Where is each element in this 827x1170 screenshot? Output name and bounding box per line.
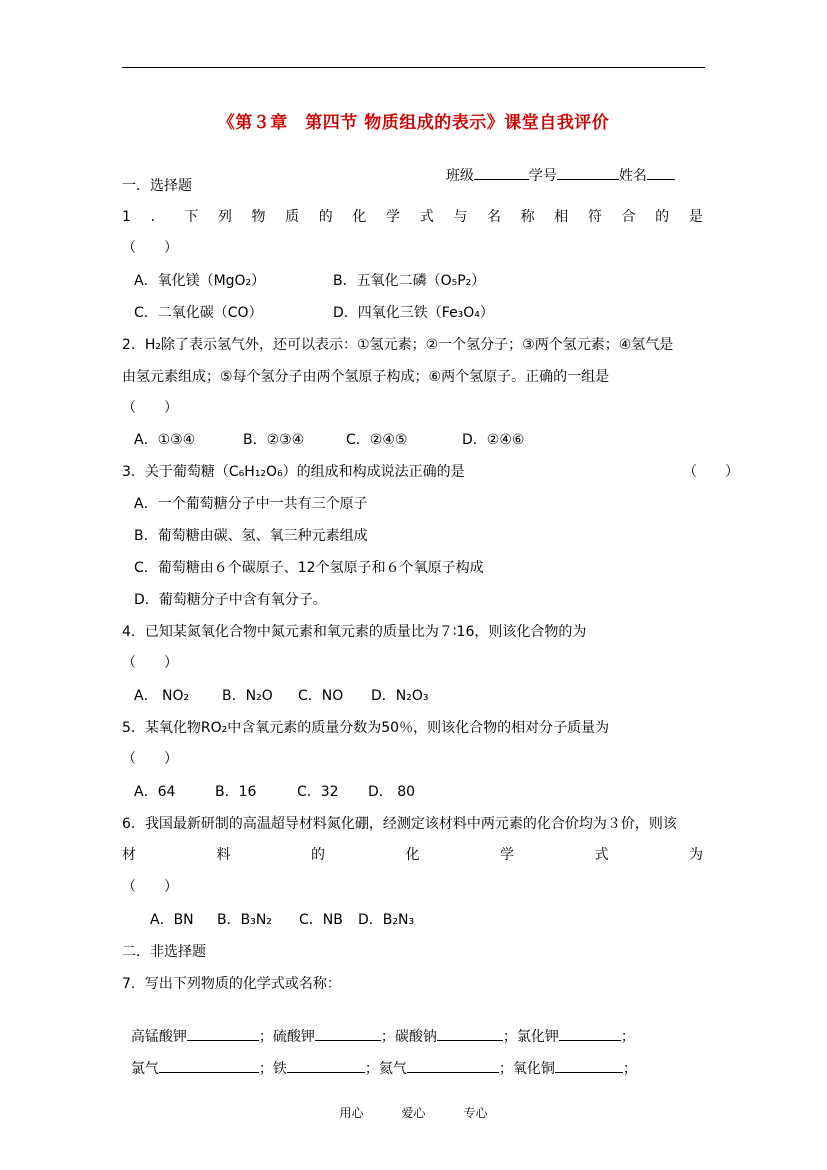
q6-stem-line1: 6．我国最新研制的高温超导材料氮化硼，经测定该材料中两元素的化合价均为３价，则该 bbox=[122, 816, 677, 832]
q1-char: 的 bbox=[318, 209, 333, 225]
q3-option-b[interactable]: B．葡萄糖由碳、氢、氧三种元素组成 bbox=[134, 528, 368, 544]
q2-answer-paren: （ ） bbox=[122, 400, 178, 416]
q3-option-c[interactable]: C．葡萄糖由６个碳原子、12个氢原子和６个氧原子构成 bbox=[134, 560, 484, 576]
q7-item-label: 氯气 bbox=[130, 1061, 159, 1077]
q4-stem: 4．已知某氮氧化合物中氮元素和氧元素的质量比为７∶16，则该化合物的为 bbox=[122, 624, 587, 640]
q6-char: 学 bbox=[500, 847, 514, 863]
q1-char: 质 bbox=[285, 209, 300, 225]
header-rule bbox=[122, 67, 705, 68]
q7-separator: ； bbox=[258, 1061, 273, 1077]
q4-answer-paren: （ ） bbox=[122, 655, 178, 671]
q5-option-a[interactable]: A．64 bbox=[134, 784, 176, 800]
name-blank[interactable] bbox=[647, 165, 675, 180]
q6-char: 的 bbox=[311, 847, 325, 863]
q1-char: 符 bbox=[587, 209, 602, 225]
q7-separator: ； bbox=[380, 1029, 395, 1045]
footer-item: 专心 bbox=[463, 1106, 488, 1120]
q1-char: 称 bbox=[520, 209, 535, 225]
q6-stem-line2 bbox=[122, 845, 703, 865]
q6-option-a[interactable]: A．BN bbox=[150, 912, 194, 928]
q2-option-c[interactable]: C．②④⑤ bbox=[346, 432, 408, 448]
q7-item-label: 氯化钾 bbox=[516, 1029, 559, 1045]
q7-item-label: 硫酸钾 bbox=[272, 1029, 315, 1045]
q5-stem: 5．某氧化物RO₂中含氧元素的质量分数为50％，则该化合物的相对分子质量为 bbox=[122, 720, 610, 736]
q7-item-label: 碳酸钠 bbox=[394, 1029, 437, 1045]
q7-item-label: 铁 bbox=[272, 1061, 287, 1077]
q4-option-a[interactable]: A． NO₂ bbox=[134, 688, 190, 704]
q1-char: 与 bbox=[453, 209, 468, 225]
q1-char: 化 bbox=[352, 209, 367, 225]
q7-stem: 7．写出下列物质的化学式或名称： bbox=[122, 976, 341, 992]
q1-char: 列 bbox=[217, 209, 232, 225]
q6-option-b[interactable]: B．B₃N₂ bbox=[217, 912, 272, 928]
q1-option-d[interactable]: D．四氧化三铁（Fe₃O₄） bbox=[333, 305, 494, 321]
footer-item: 用心 bbox=[339, 1106, 364, 1120]
q1-char: 物 bbox=[251, 209, 266, 225]
q2-stem-line1: 2．H₂除了表示氢气外，还可以表示：①氢元素；②一个氢分子；③两个氢元素；④氢气是 bbox=[122, 337, 674, 353]
q1-char: 式 bbox=[419, 209, 434, 225]
q2-option-b[interactable]: B．②③④ bbox=[243, 432, 305, 448]
section2-heading: 二．非选择题 bbox=[122, 944, 206, 960]
q3-option-d[interactable]: D．葡萄糖分子中含有氧分子。 bbox=[134, 592, 327, 608]
q1-char: 合 bbox=[621, 209, 636, 225]
q1-char: 学 bbox=[386, 209, 401, 225]
q4-option-b[interactable]: B．N₂O bbox=[222, 688, 273, 704]
q1-option-a[interactable]: A．氧化镁（MgO₂） bbox=[134, 273, 266, 289]
q1-char: ． bbox=[150, 209, 165, 225]
q7-answer-blank[interactable] bbox=[407, 1058, 499, 1073]
q5-option-c[interactable]: C．32 bbox=[297, 784, 339, 800]
q1-char: 是 bbox=[688, 209, 703, 225]
q4-option-c[interactable]: C．NO bbox=[298, 688, 344, 704]
q7-answer-blank[interactable] bbox=[287, 1058, 365, 1073]
q4-option-d[interactable]: D．N₂O₃ bbox=[371, 688, 429, 704]
id-label: 学号 bbox=[528, 168, 557, 184]
q6-char: 化 bbox=[405, 847, 420, 863]
q6-answer-paren: （ ） bbox=[122, 879, 178, 895]
q1-answer-paren: （ ） bbox=[122, 240, 178, 256]
q1-char: 名 bbox=[486, 209, 501, 225]
page-title: 《第３章 第四节 物质组成的表示》课堂自我评价 bbox=[217, 113, 610, 133]
q7-separator: ； bbox=[622, 1061, 637, 1077]
q6-char: 材 bbox=[122, 847, 136, 863]
section1-heading: 一．选择题 bbox=[122, 178, 192, 194]
q2-option-d[interactable]: D．②④⑥ bbox=[462, 432, 525, 448]
q6-char: 式 bbox=[594, 847, 609, 863]
q6-char: 料 bbox=[216, 847, 231, 863]
q5-option-b[interactable]: B．16 bbox=[215, 784, 257, 800]
q3-option-a[interactable]: A．一个葡萄糖分子中一共有三个原子 bbox=[134, 496, 368, 512]
q1-option-c[interactable]: C．二氧化碳（CO） bbox=[134, 305, 263, 321]
q1-char: 的 bbox=[655, 209, 670, 225]
q3-stem: 3．关于葡萄糖（C₆H₁₂O₆）的组成和构成说法正确的是 bbox=[122, 464, 465, 480]
q5-option-d[interactable]: D． 80 bbox=[368, 784, 416, 800]
class-blank[interactable] bbox=[474, 165, 529, 180]
q7-separator: ； bbox=[258, 1029, 273, 1045]
q7-item-label: 高锰酸钾 bbox=[130, 1029, 187, 1045]
q7-separator: ； bbox=[620, 1029, 635, 1045]
q7-separator: ； bbox=[502, 1029, 517, 1045]
q1-char: 1 bbox=[122, 209, 131, 225]
q7-separator: ； bbox=[364, 1061, 379, 1077]
q7-item-label: 氦气 bbox=[378, 1061, 407, 1077]
q7-item-label: 氧化铜 bbox=[512, 1061, 555, 1077]
q1-char: 相 bbox=[554, 209, 569, 225]
id-blank[interactable] bbox=[557, 165, 619, 180]
q5-answer-paren: （ ） bbox=[122, 751, 178, 767]
q3-answer-paren: （ ） bbox=[683, 464, 739, 480]
class-label: 班级 bbox=[445, 168, 474, 184]
q2-option-a[interactable]: A．①③④ bbox=[134, 432, 196, 448]
q1-char: 下 bbox=[184, 209, 199, 225]
page-footer bbox=[0, 1104, 827, 1121]
footer-item: 爱心 bbox=[401, 1106, 426, 1120]
q1-stem bbox=[122, 207, 703, 227]
q6-option-c[interactable]: C．NB bbox=[299, 912, 343, 928]
student-info bbox=[437, 145, 675, 186]
q6-option-d[interactable]: D．B₂N₃ bbox=[358, 912, 415, 928]
q7-separator: ； bbox=[498, 1061, 513, 1077]
q2-stem-line2: 由氢元素组成；⑤每个氢分子由两个氢原子构成；⑥两个氢原子。正确的一组是 bbox=[122, 369, 610, 385]
q6-char: 为 bbox=[689, 847, 703, 863]
q7-row2 bbox=[122, 1038, 637, 1079]
q1-option-b[interactable]: B．五氧化二磷（O₅P₂） bbox=[333, 273, 486, 289]
name-label: 姓名 bbox=[618, 168, 647, 184]
q7-answer-blank[interactable] bbox=[159, 1058, 259, 1073]
q7-answer-blank[interactable] bbox=[555, 1058, 623, 1073]
